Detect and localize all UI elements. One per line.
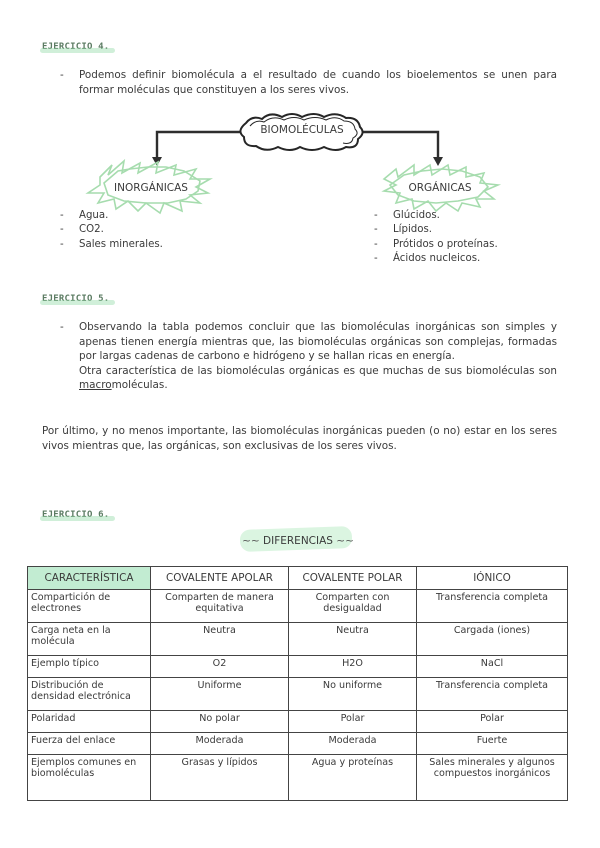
list-item: - Glúcidos. [374,209,498,223]
table-cell: Grasas y lípidos [151,755,289,801]
ex5-heading: EJERCICIO 5. [42,294,110,304]
table-cell: H2O [289,656,417,678]
table-cell: Polar [289,711,417,733]
bullet-dash: - [60,69,64,81]
table-cell: Cargada (iones) [417,623,568,656]
inorganic-node-label: INORGÁNICAS [114,182,188,194]
table-cell: NaCl [417,656,568,678]
table-cell: No uniforme [289,678,417,711]
list-item: - Lípidos. [374,223,498,237]
ex5-underlined-word: macro [79,379,112,391]
differences-title-text: DIFERENCIAS [263,535,333,547]
table-row [28,733,568,755]
header-cell: COVALENTE APOLAR [151,567,289,590]
list-item: - CO2. [60,223,163,237]
table-cell: O2 [151,656,289,678]
ex5-text-1: Observando la tabla podemos concluir que las biomoléculas inorgánicas son simples y apenas tienen energía mientras que, las biomoléculas orgánicas son complejas, formadas por largas cadenas de carbono e hidrógeno y se hallan ricas en energía. [79,321,557,362]
table-cell: Neutra [289,623,417,656]
table-cell: Agua y proteínas [289,755,417,801]
table-cell: Uniforme [151,678,289,711]
header-cell: COVALENTE POLAR [289,567,417,590]
table-row [28,590,568,623]
table-cell: Carga neta en la molécula [28,623,151,656]
squiggle-left-icon: ~~ [242,535,260,547]
ex4-heading: EJERCICIO 4. [42,42,110,52]
table-cell: Compartición de electrones [28,590,151,623]
table-cell: Fuerza del enlace [28,733,151,755]
table-row [28,623,568,656]
organic-node-label: ORGÁNICAS [408,182,472,194]
bullet-dash: - [60,321,64,333]
ex5-text-2-end: moléculas. [111,379,168,391]
table-cell: Moderada [289,733,417,755]
differences-title [236,535,360,547]
list-item: - Sales minerales. [60,238,163,252]
table-cell: Moderada [151,733,289,755]
table-header-row [28,567,568,590]
table-cell: Transferencia completa [417,590,568,623]
table-cell: Neutra [151,623,289,656]
differences-table [27,566,568,801]
table-cell: No polar [151,711,289,733]
table-cell: Comparten de manera equitativa [151,590,289,623]
header-cell: CARACTERÍSTICA [28,567,151,590]
arrow-right-icon [433,157,443,166]
ex5-paragraph [60,320,557,393]
list-item: - Prótidos o proteínas. [374,238,498,252]
inorganic-list [60,209,163,252]
table-cell: Comparten con desigualdad [289,590,417,623]
table-cell: Ejemplos comunes en biomoléculas [28,755,151,801]
ex5-text-2-start: Otra característica de las biomoléculas orgánicas es que muchas de sus biomoléculas son [79,364,557,377]
table-row [28,678,568,711]
table-cell: Distribución de densidad electrónica [28,678,151,711]
table-row [28,656,568,678]
ex5-conclusion: Por último, y no menos importante, las biomoléculas inorgánicas pueden (o no) estar en los seres vivos mientras que, las orgánicas, son exclusivas de los seres vivos. [42,425,557,452]
ex4-text: Podemos definir biomolécula a el resultado de cuando los bioelementos se unen para formar moléculas que constituyen a los seres vivos. [79,69,557,96]
table-cell: Fuerte [417,733,568,755]
table-cell: Transferencia completa [417,678,568,711]
center-node-label: BIOMOLÉCULAS [260,124,344,136]
list-item: - Ácidos nucleicos. [374,252,498,266]
table-cell: Ejemplo típico [28,656,151,678]
table-cell: Sales minerales y algunos compuestos inorgánicos [417,755,568,801]
table-row [28,711,568,733]
organic-list [374,209,498,267]
ex4-paragraph [60,68,557,97]
list-item: - Agua. [60,209,163,223]
table-cell: Polar [417,711,568,733]
table-row [28,755,568,801]
table-cell: Polaridad [28,711,151,733]
ex6-heading: EJERCICIO 6. [42,510,110,520]
squiggle-right-icon: ~~ [336,535,354,547]
header-cell: IÓNICO [417,567,568,590]
ex5-text-2 [79,364,557,393]
